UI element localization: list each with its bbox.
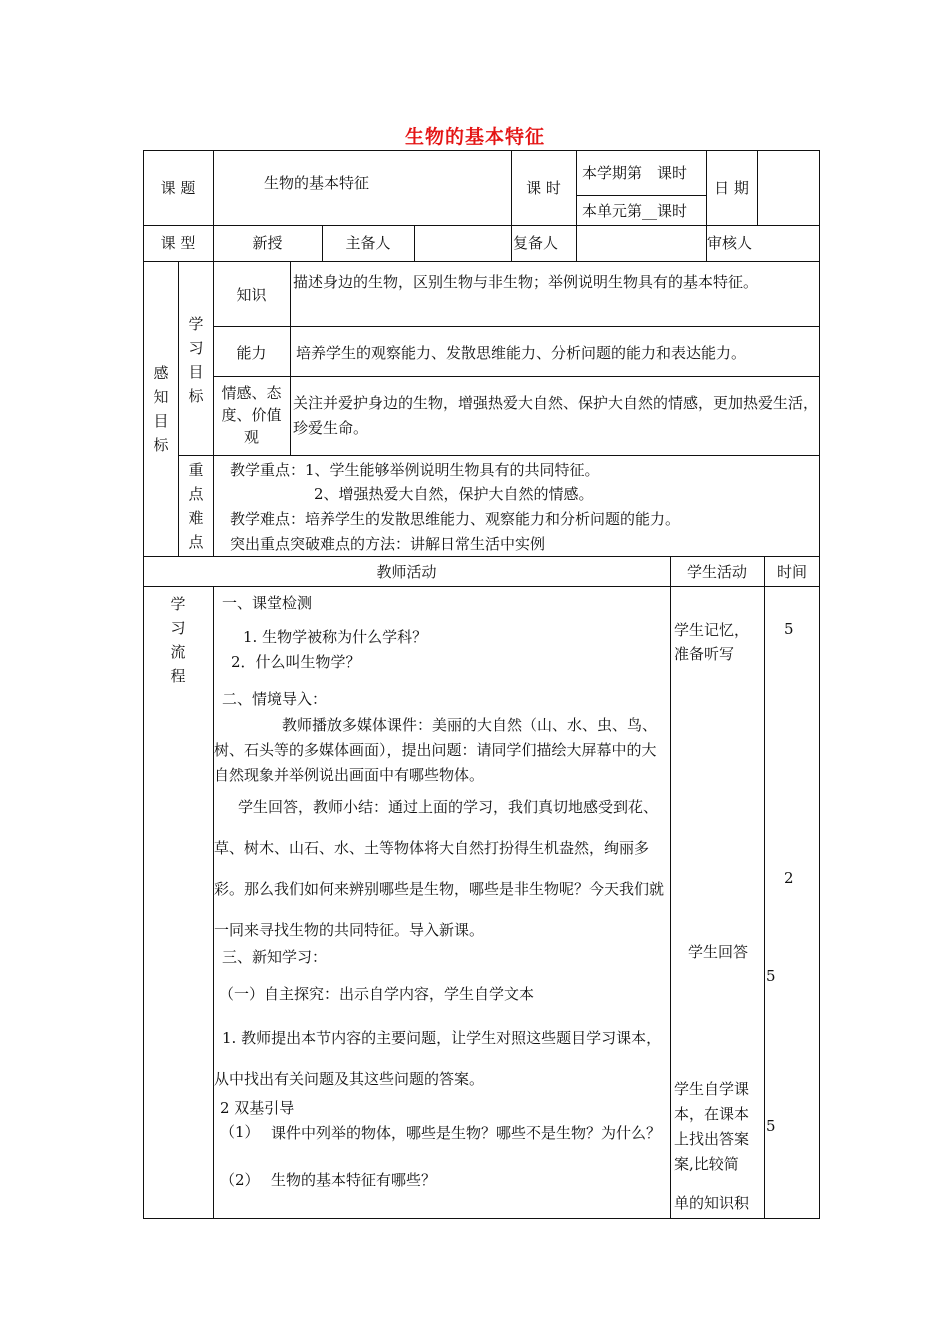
row-divider <box>143 225 820 226</box>
s1-q2: 2．什么叫生物学？ <box>231 653 361 671</box>
s2-title: 二、情境导入： <box>222 690 328 708</box>
fubei-label: 复备人 <box>513 234 559 252</box>
col-divider <box>670 556 671 1219</box>
s2-p1: 教师播放多媒体课件：美丽的大自然（山、水、虫、鸟、树、石头等的多媒体画面），提出问题：请同学们描绘大屏幕中的大自然现象并举例说出画面中有哪些物体。 <box>214 716 658 784</box>
s1-title: 一、课堂检测 <box>222 594 313 612</box>
shenhe-label: 审核人 <box>707 234 753 252</box>
student-activity-3: 学生自学课本，在课本上找出答案案,比较简 <box>674 1080 750 1173</box>
student-activity-4: 单的知识积 <box>674 1194 750 1212</box>
col-divider <box>414 225 415 261</box>
goal-label: 学习目标 <box>188 315 204 405</box>
row-divider <box>143 556 820 557</box>
s3-q1: 课件中列举的物体，哪些是生物？哪些不是生物？为什么？ <box>271 1124 662 1142</box>
student-activity-2: 学生回答 <box>688 943 749 961</box>
col-divider <box>290 261 291 455</box>
ability-text: 培养学生的观察能力、发散思维能力、分析问题的能力和表达能力。 <box>296 344 747 362</box>
row-divider <box>213 376 820 377</box>
kexing-value: 新授 <box>252 234 283 252</box>
s1-q1: 1. 生物学被称为什么学科？ <box>243 628 428 646</box>
keshi-term: 本学期第 课时 <box>582 164 688 182</box>
row-divider <box>213 326 820 327</box>
row-divider <box>143 261 820 262</box>
knowledge-label: 知识 <box>236 286 267 304</box>
keshi-unit: 本单元第__课时 <box>582 202 688 220</box>
s3-title: 三、新知学习： <box>222 948 328 966</box>
key-line-2: 2、增强热爱大自然，保护大自然的情感。 <box>314 485 594 503</box>
emotion-label: 情感、态度、价值观 <box>221 384 282 446</box>
time-1: 5 <box>784 620 794 638</box>
process-row-label: 学习流程 <box>170 595 186 685</box>
col-divider <box>757 150 758 225</box>
keti-value: 生物的基本特征 <box>264 174 370 192</box>
keti-label: 课 题 <box>160 179 196 197</box>
emotion-text: 关注并爱护身边的生物，增强热爱大自然、保护大自然的情感，更加热爱生活，珍爱生命。 <box>293 394 819 437</box>
kexing-label: 课 型 <box>160 234 196 252</box>
time-2: 2 <box>784 869 794 887</box>
section-label-perception: 感知目标 <box>153 364 169 454</box>
col-student-header: 学生活动 <box>686 563 747 581</box>
s3-q2-num: （2） <box>220 1171 260 1189</box>
riqi-label: 日 期 <box>714 179 749 197</box>
row-divider <box>576 195 706 196</box>
col-time-header: 时间 <box>776 563 807 581</box>
keshi-label: 课 时 <box>526 179 561 197</box>
s3-p1: 1. 教师提出本节内容的主要问题，让学生对照这些题目学习课本，从中找出有关问题及其这些问题的答案。 <box>214 1029 662 1088</box>
s3-sub2: 2 双基引导 <box>220 1099 295 1117</box>
key-line-3: 教学难点：培养学生的发散思维能力、观察能力和分析问题的能力。 <box>230 510 681 528</box>
s2-p2: 学生回答，教师小结：通过上面的学习，我们真切地感受到花、草、树木、山石、水、土等物体将大自然打扮得生机盎然，绚丽多彩。那么我们如何来辨别哪些是生物，哪些是非生物呢？今天我们就一同来寻找生物的共同特征。导入新课。 <box>214 798 665 939</box>
col-divider <box>576 150 577 261</box>
page-title: 生物的基本特征 <box>404 126 545 148</box>
knowledge-text: 描述身边的生物，区别生物与非生物；举例说明生物具有的基本特征。 <box>293 273 759 291</box>
time-3: 5 <box>766 967 776 985</box>
s3-q2: 生物的基本特征有哪些？ <box>271 1171 437 1189</box>
key-difficulty-label: 重点难点 <box>188 461 204 551</box>
col-divider <box>764 556 765 1219</box>
key-line-4: 突出重点突破难点的方法：讲解日常生活中实例 <box>230 535 546 553</box>
zhubei-label: 主备人 <box>345 234 391 252</box>
s3-q1-num: （1） <box>220 1123 260 1141</box>
row-divider <box>143 586 820 587</box>
row-divider <box>178 455 820 456</box>
col-divider <box>511 150 512 261</box>
student-activity-1: 学生记忆，准备听写 <box>674 621 750 663</box>
time-4: 5 <box>766 1117 776 1135</box>
ability-label: 能力 <box>236 344 267 362</box>
s3-sub: （一）自主探究：出示自学内容，学生自学文本 <box>219 985 535 1003</box>
col-divider <box>178 261 179 556</box>
col-teacher-header: 教师活动 <box>376 563 437 581</box>
key-line-1: 教学重点：1、学生能够举例说明生物具有的共同特征。 <box>230 461 600 479</box>
